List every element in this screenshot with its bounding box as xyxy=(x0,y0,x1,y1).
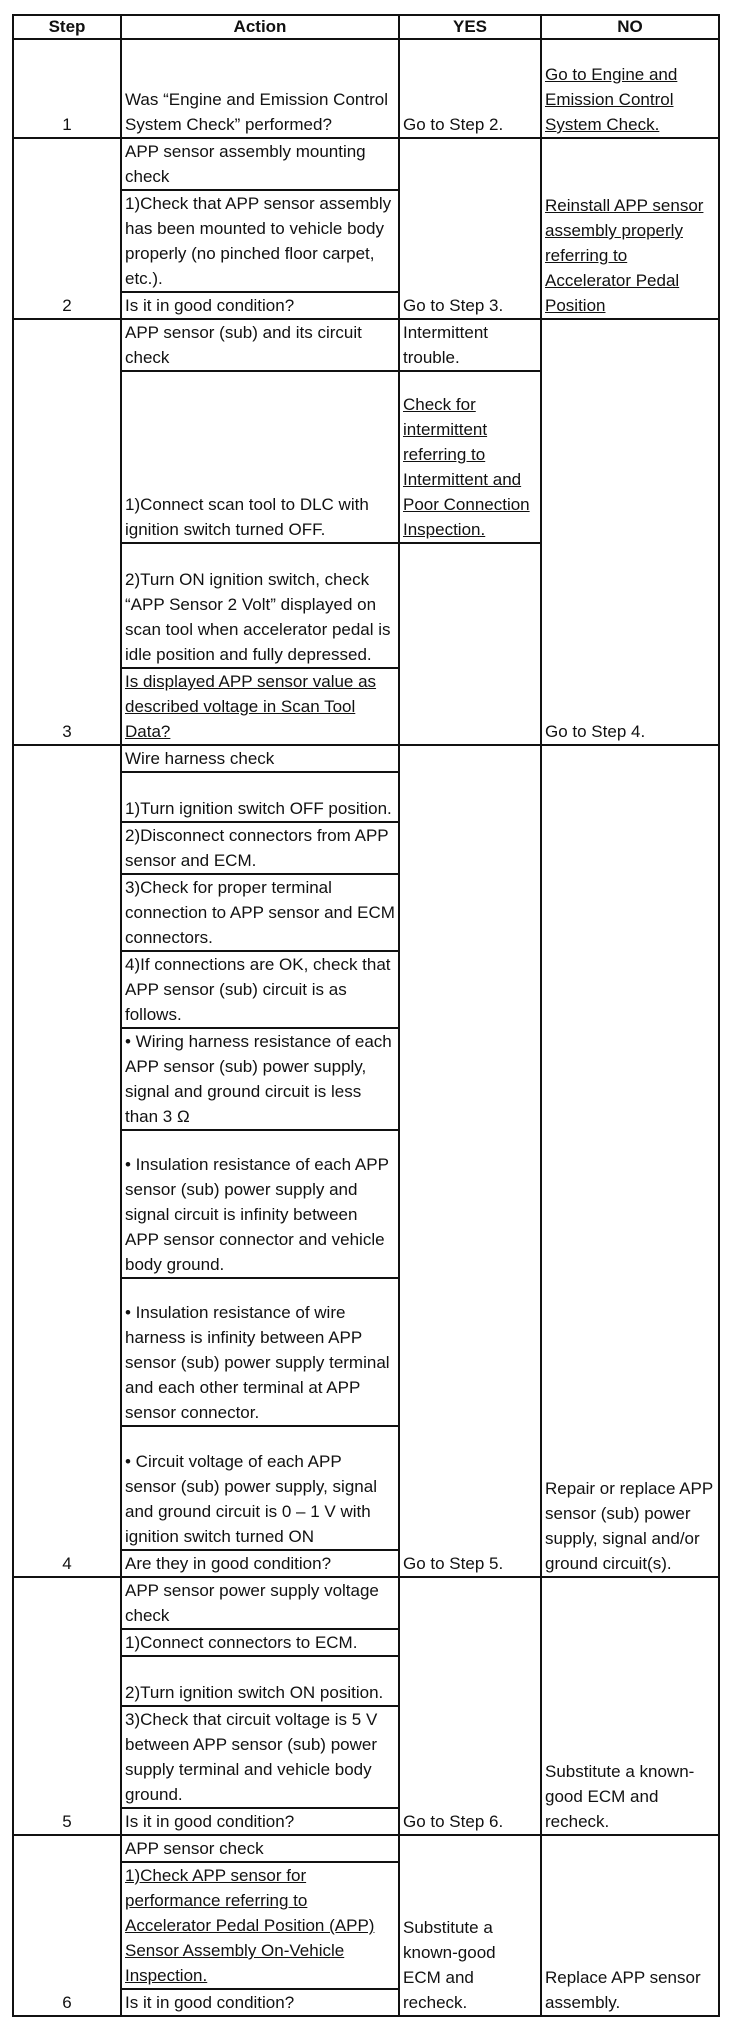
no-link[interactable]: Go to Engine and Emission Control System Check. xyxy=(541,39,719,138)
action-question: Is it in good condition? xyxy=(121,292,399,319)
no-link[interactable]: Reinstall APP sensor assembly properly referring to Accelerator Pedal Position xyxy=(541,138,719,319)
action-bullet: • Insulation resistance of each APP sensor (sub) power supply and signal circuit is infinity between APP sensor connector and vehicle body ground. xyxy=(121,1130,399,1278)
action-step: 3)Check for proper terminal connection to APP sensor and ECM connectors. xyxy=(121,874,399,951)
no-cell: Go to Step 4. xyxy=(541,319,719,745)
action-step: 2)Turn ON ignition switch, check “APP Sensor 2 Volt” displayed on scan tool when accelerator pedal is idle position and fully depressed. xyxy=(121,543,399,668)
yes-cell: Go to Step 5. xyxy=(399,745,541,1577)
action-bullet: • Circuit voltage of each APP sensor (sub) power supply, signal and ground circuit is 0 – 1 V with ignition switch turned ON xyxy=(121,1426,399,1550)
no-cell: Substitute a known-good ECM and recheck. xyxy=(541,1577,719,1835)
action-title: APP sensor (sub) and its circuit check xyxy=(121,319,399,371)
action-question-link[interactable]: Is displayed APP sensor value as described voltage in Scan Tool Data? xyxy=(121,668,399,745)
table-row xyxy=(13,1835,719,1862)
action-title: Wire harness check xyxy=(121,745,399,772)
action-bullet: • Insulation resistance of wire harness is infinity between APP sensor (sub) power supply terminal and each other terminal at APP sensor connector. xyxy=(121,1278,399,1426)
yes-cell: Go to Step 2. xyxy=(399,39,541,138)
action-question: Are they in good condition? xyxy=(121,1550,399,1577)
diagnostic-page xyxy=(12,14,718,2012)
step-number: 1 xyxy=(13,39,121,138)
table-row xyxy=(13,319,719,371)
action-title: APP sensor power supply voltage check xyxy=(121,1577,399,1629)
header-action: Action xyxy=(121,15,399,39)
action-question: Is it in good condition? xyxy=(121,1808,399,1835)
step-number: 6 xyxy=(13,1835,121,2016)
no-cell: Replace APP sensor assembly. xyxy=(541,1835,719,2016)
action-step: 4)If connections are OK, check that APP sensor (sub) circuit is as follows. xyxy=(121,951,399,1028)
header-no: NO xyxy=(541,15,719,39)
yes-cell: Substitute a known-good ECM and recheck. xyxy=(399,1835,541,2016)
step-number: 3 xyxy=(13,319,121,745)
action-step: 2)Turn ignition switch ON position. xyxy=(121,1656,399,1706)
action-title: APP sensor assembly mounting check xyxy=(121,138,399,190)
header-step: Step xyxy=(13,15,121,39)
no-cell: Repair or replace APP sensor (sub) power supply, signal and/or ground circuit(s). xyxy=(541,745,719,1577)
action-question: Is it in good condition? xyxy=(121,1989,399,2016)
step-number: 2 xyxy=(13,138,121,319)
table-row xyxy=(13,1577,719,1629)
action-step: 1)Turn ignition switch OFF position. xyxy=(121,772,399,822)
yes-cell-empty xyxy=(399,543,541,668)
yes-cell: Intermittent trouble. xyxy=(399,319,541,371)
step-number: 5 xyxy=(13,1577,121,1835)
header-row xyxy=(13,15,719,39)
action-cell: Was “Engine and Emission Control System Check” performed? xyxy=(121,39,399,138)
action-step: 2)Disconnect connectors from APP sensor and ECM. xyxy=(121,822,399,874)
yes-cell-empty xyxy=(399,668,541,745)
action-title: APP sensor check xyxy=(121,1835,399,1862)
yes-cell: Go to Step 3. xyxy=(399,138,541,319)
yes-cell: Go to Step 6. xyxy=(399,1577,541,1835)
action-step-link[interactable]: 1)Check APP sensor for performance referring to Accelerator Pedal Position (APP) Sensor Assembly On-Vehicle Inspection. xyxy=(121,1862,399,1989)
action-step: 1)Connect scan tool to DLC with ignition switch turned OFF. xyxy=(121,371,399,543)
table-row xyxy=(13,745,719,772)
action-step: 3)Check that circuit voltage is 5 V between APP sensor (sub) power supply terminal and vehicle body ground. xyxy=(121,1706,399,1808)
header-yes: YES xyxy=(399,15,541,39)
action-bullet: • Wiring harness resistance of each APP sensor (sub) power supply, signal and ground circuit is less than 3 Ω xyxy=(121,1028,399,1130)
step-number: 4 xyxy=(13,745,121,1577)
action-step: 1)Check that APP sensor assembly has been mounted to vehicle body properly (no pinched floor carpet, etc.). xyxy=(121,190,399,292)
table-row xyxy=(13,39,719,138)
table-row xyxy=(13,138,719,190)
diagnostic-table xyxy=(12,14,720,2017)
yes-link[interactable]: Check for intermittent referring to Intermittent and Poor Connection Inspection. xyxy=(399,371,541,543)
action-step: 1)Connect connectors to ECM. xyxy=(121,1629,399,1656)
